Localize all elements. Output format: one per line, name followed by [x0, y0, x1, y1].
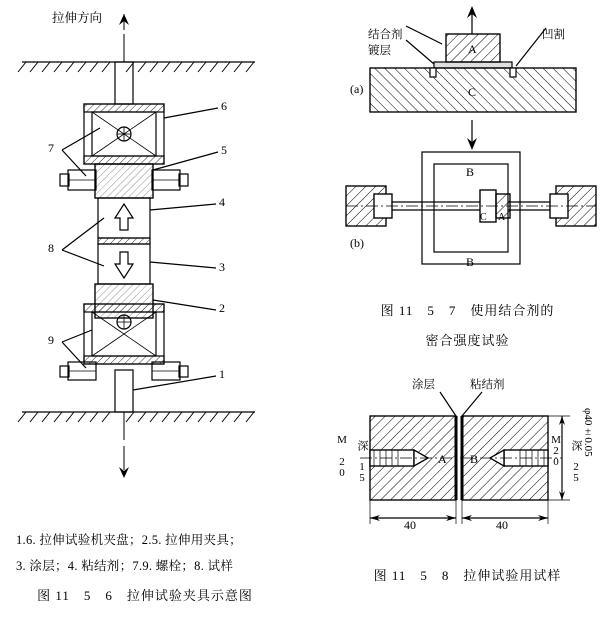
fixture-drawing — [0, 0, 300, 520]
legend-line-2: 3. 涂层；4. 粘结剂；7.9. 螺栓；8. 试样 — [16, 559, 234, 573]
label-sub-b: (b) — [350, 236, 364, 250]
label-part-b-top: B — [466, 165, 475, 179]
label-part-c-small: C — [480, 212, 487, 223]
label-adhesive: 结合剂 — [368, 29, 403, 41]
label-specimen-b: B — [470, 452, 479, 466]
callout-9: 9 — [48, 333, 54, 347]
tensile-test-fixture-figure — [0, 0, 300, 520]
label-part-a-small: A — [498, 212, 506, 223]
label-sub-a: (a) — [350, 82, 364, 96]
label-part-a-top: A — [468, 42, 477, 56]
label-tensile-direction: 拉伸方向 — [52, 11, 103, 25]
callout-3: 3 — [219, 260, 225, 274]
dim-right-40: 40 — [496, 518, 508, 532]
label-specimen-coating: 涂层 — [412, 379, 435, 391]
label-thread-left: M 20 — [336, 434, 348, 478]
caption-figure-11-5-7-line2: 密合强度试验 — [425, 333, 510, 348]
legend-line-1: 1.6. 拉伸试验机夹盘；2.5. 拉伸用夹具； — [16, 533, 242, 547]
caption-figure-11-5-6: 图 11 5 6 拉伸试验夹具示意图 — [37, 588, 253, 603]
label-depth-left: 深 15 — [356, 440, 368, 483]
label-part-b-bottom: B — [466, 255, 475, 269]
label-specimen-a: A — [438, 452, 447, 466]
label-diameter: φ40±0.05 — [582, 408, 594, 457]
adhesive-bond-figure — [330, 4, 605, 294]
dim-left-40: 40 — [404, 518, 416, 532]
label-coating-layer: 镀层 — [368, 45, 391, 57]
tensile-specimen-drawing — [330, 372, 605, 552]
callout-2: 2 — [219, 301, 225, 315]
callout-4: 4 — [219, 195, 225, 209]
tensile-specimen-figure — [330, 372, 605, 552]
callout-6: 6 — [221, 99, 227, 113]
callout-1: 1 — [219, 367, 225, 381]
label-thread-right: M20 — [550, 434, 562, 467]
label-recess: 凹割 — [542, 29, 565, 41]
caption-figure-11-5-8: 图 11 5 8 拉伸试验用试样 — [373, 568, 562, 583]
callout-5: 5 — [221, 143, 227, 157]
label-part-c: C — [468, 85, 477, 99]
label-specimen-adhesive: 粘结剂 — [470, 379, 505, 391]
callout-7: 7 — [48, 141, 54, 155]
callout-8: 8 — [48, 241, 54, 255]
caption-figure-11-5-7-line1: 图 11 5 7 使用结合剂的 — [380, 303, 555, 318]
label-depth-right: 深 25 — [570, 440, 582, 483]
